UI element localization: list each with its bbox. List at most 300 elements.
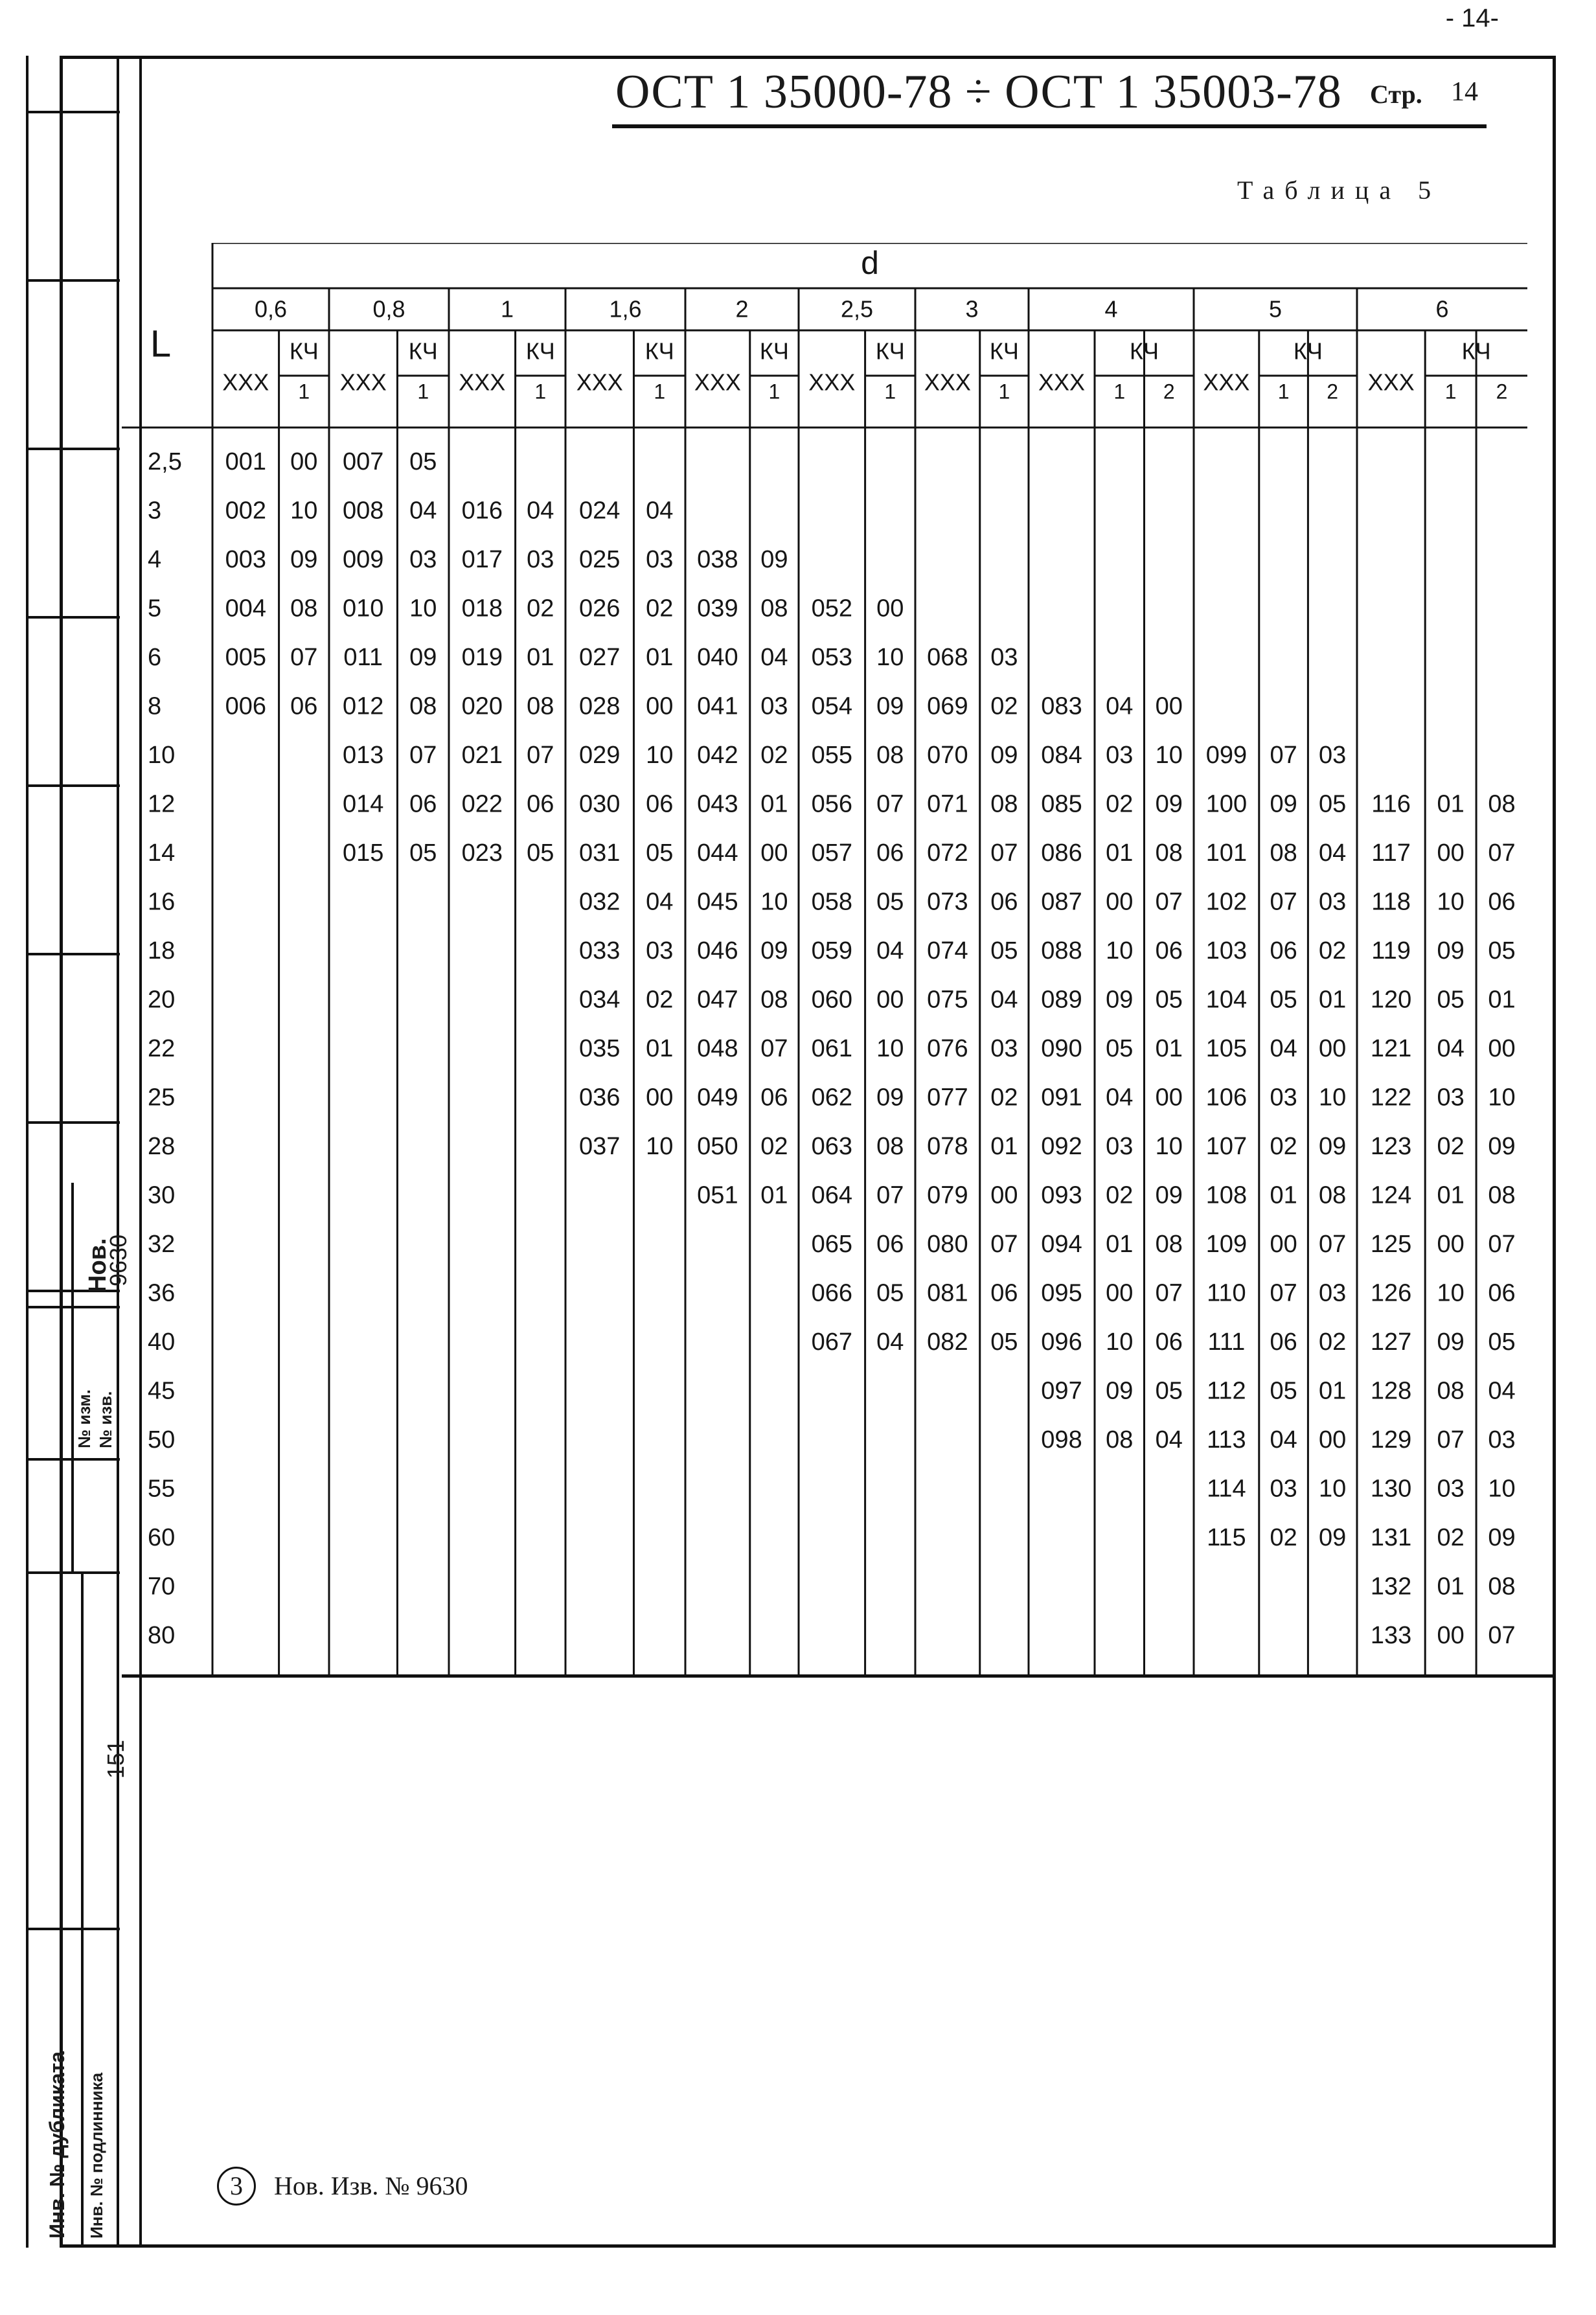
table-cell: 01 — [1437, 1573, 1465, 1601]
table-cell: 01 — [1319, 1377, 1347, 1405]
table-cell: 067 — [811, 1329, 853, 1356]
revision-circle: 3 — [217, 2167, 256, 2206]
table-cell: 05 — [1488, 937, 1516, 965]
table-cell: 129 — [1370, 1426, 1412, 1454]
table-cell: 089 — [1041, 986, 1082, 1014]
table-cell: 04 — [876, 1329, 904, 1356]
table-cell: 01 — [760, 790, 788, 818]
stamp-inv-podl-label: Инв. № подлинника — [87, 2072, 106, 2239]
table-cell: 01 — [1270, 1181, 1297, 1209]
table-cell: 07 — [1437, 1426, 1465, 1454]
diameter-header: 2,5 — [840, 295, 874, 323]
row-l-value: 25 — [148, 1084, 176, 1112]
table-cell: 008 — [343, 497, 384, 525]
table-cell: 03 — [760, 692, 788, 720]
table-cell: 05 — [876, 888, 904, 916]
xxx-header: ХХХ — [808, 369, 856, 396]
table-cell: 101 — [1205, 839, 1248, 867]
table-cell: 07 — [1270, 888, 1297, 916]
table-cell: 016 — [461, 497, 503, 525]
table-cell: 00 — [290, 448, 318, 476]
stamp-izm-label: № изм. — [74, 1389, 94, 1448]
table-cell: 00 — [876, 986, 904, 1014]
table-cell: 09 — [1488, 1524, 1516, 1552]
table-cell: 020 — [461, 692, 503, 720]
table-cell: 078 — [927, 1133, 968, 1161]
table-cell: 059 — [811, 937, 853, 965]
table-cell: 015 — [343, 839, 384, 867]
table-cell: 03 — [1270, 1475, 1297, 1503]
xxx-header: ХХХ — [222, 369, 269, 396]
sheet-label: Стр. — [1370, 80, 1422, 109]
diameter-header: 4 — [1104, 295, 1118, 323]
table-cell: 00 — [1319, 1035, 1347, 1063]
table-cell: 079 — [927, 1181, 968, 1209]
table-cell: 02 — [990, 692, 1018, 720]
table-cell: 080 — [927, 1231, 968, 1259]
title-underline — [612, 124, 1487, 128]
table-cell: 021 — [461, 742, 503, 770]
stamp-nov-value: 9630 — [105, 1234, 131, 1286]
table-cell: 026 — [579, 595, 621, 622]
table-cell: 04 — [409, 497, 437, 525]
table-cell: 08 — [290, 595, 318, 622]
table-cell: 088 — [1041, 937, 1082, 965]
table-cell: 05 — [990, 937, 1018, 965]
table-cell: 08 — [409, 692, 437, 720]
table-cell: 06 — [527, 790, 554, 818]
table-cell: 01 — [646, 1035, 674, 1063]
table-cell: 05 — [527, 839, 554, 867]
table-cell: 032 — [579, 888, 621, 916]
table-cell: 087 — [1041, 888, 1082, 916]
table-cell: 08 — [1437, 1377, 1465, 1405]
table-cell: 07 — [1488, 1622, 1516, 1650]
table-cell: 01 — [1319, 986, 1347, 1014]
table-cell: 04 — [1488, 1377, 1516, 1405]
row-l-value: 28 — [148, 1133, 176, 1161]
table-cell: 08 — [1155, 839, 1183, 867]
table-cell: 06 — [876, 1231, 904, 1259]
table-cell: 062 — [811, 1084, 853, 1112]
table-cell: 05 — [1437, 986, 1465, 1014]
kch-header: КЧ — [875, 337, 905, 365]
stamp-inv-dubl-label: Инв. № дубликата — [45, 2051, 69, 2239]
row-l-value: 45 — [148, 1377, 176, 1405]
stamp-inv-value: 151 — [102, 1739, 129, 1779]
row-l-value: 4 — [148, 546, 162, 574]
table-cell: 085 — [1041, 790, 1082, 818]
table-cell: 07 — [1155, 888, 1183, 916]
diameter-header: 1 — [500, 295, 514, 323]
table-cell: 066 — [811, 1279, 853, 1307]
table-cell: 068 — [927, 644, 968, 672]
row-l-value: 60 — [148, 1524, 176, 1552]
table-cell: 118 — [1371, 888, 1411, 916]
table-cell: 10 — [1488, 1475, 1516, 1503]
table-cell: 046 — [697, 937, 738, 965]
row-l-value: 5 — [148, 595, 162, 622]
table-cell: 071 — [927, 790, 968, 818]
stamp-izv-label: № изв. — [96, 1391, 115, 1448]
table-cell: 00 — [1437, 1622, 1465, 1650]
table-cell: 04 — [1270, 1426, 1297, 1454]
table-cell: 06 — [1155, 937, 1183, 965]
table-cell: 07 — [290, 644, 318, 672]
table-cell: 086 — [1041, 839, 1082, 867]
table-cell: 111 — [1207, 1329, 1246, 1356]
table-cell: 073 — [927, 888, 968, 916]
xxx-header: ХХХ — [1038, 369, 1086, 396]
table-cell: 03 — [1106, 742, 1134, 770]
table-cell: 02 — [527, 595, 554, 622]
table-cell: 130 — [1370, 1475, 1412, 1503]
table-cell: 06 — [290, 692, 318, 720]
table-cell: 058 — [811, 888, 853, 916]
footnote-text: Нов. Изв. № 9630 — [274, 2171, 468, 2200]
table-cell: 065 — [811, 1231, 853, 1259]
table-cell: 107 — [1205, 1133, 1248, 1161]
kch-header: КЧ — [525, 337, 555, 365]
table-cell: 01 — [990, 1133, 1018, 1161]
table-cell: 00 — [1155, 692, 1183, 720]
table-cell: 030 — [579, 790, 621, 818]
table-cell: 036 — [579, 1084, 621, 1112]
table-cell: 128 — [1370, 1377, 1412, 1405]
table-cell: 06 — [409, 790, 437, 818]
table-cell: 048 — [697, 1035, 738, 1063]
row-l-value: 22 — [148, 1035, 176, 1063]
table-cell: 08 — [760, 986, 788, 1014]
table-cell: 025 — [579, 546, 621, 574]
table-cell: 00 — [1437, 839, 1465, 867]
table-cell: 047 — [697, 986, 738, 1014]
table-cell: 099 — [1205, 742, 1248, 770]
table-cell: 10 — [876, 1035, 904, 1063]
table-cell: 08 — [1106, 1426, 1134, 1454]
table-cell: 063 — [811, 1133, 853, 1161]
table-cell: 07 — [1155, 1279, 1183, 1307]
table-cell: 06 — [1155, 1329, 1183, 1356]
kch-sub-header: 1 — [1444, 380, 1457, 404]
table-cell: 02 — [990, 1084, 1018, 1112]
kch-header: КЧ — [1130, 337, 1159, 365]
table-cell: 001 — [225, 448, 267, 476]
table-cell: 00 — [646, 1084, 674, 1112]
table-cell: 01 — [527, 644, 554, 672]
table-cell: 033 — [579, 937, 621, 965]
table-cell: 10 — [876, 644, 904, 672]
table-cell: 002 — [225, 497, 267, 525]
table-cell: 03 — [1437, 1084, 1465, 1112]
sheet-number: 14 — [1451, 77, 1478, 107]
table-cell: 123 — [1370, 1133, 1412, 1161]
table-cell: 09 — [1155, 790, 1183, 818]
table-cell: 06 — [990, 1279, 1018, 1307]
diameter-header: 0,8 — [372, 295, 405, 323]
kch-sub-header: 1 — [417, 380, 429, 404]
table-cell: 05 — [1106, 1035, 1134, 1063]
table-cell: 120 — [1370, 986, 1412, 1014]
table-cell: 00 — [990, 1181, 1018, 1209]
table-cell: 04 — [1270, 1035, 1297, 1063]
table-cell: 131 — [1370, 1524, 1412, 1552]
table-cell: 125 — [1370, 1231, 1412, 1259]
table-cell: 07 — [760, 1035, 788, 1063]
table-cell: 103 — [1205, 937, 1248, 965]
table-cell: 02 — [1106, 790, 1134, 818]
row-l-value: 32 — [148, 1231, 176, 1259]
table-cell: 10 — [1106, 937, 1134, 965]
table-cell: 05 — [990, 1329, 1018, 1356]
row-l-value: 70 — [148, 1573, 176, 1601]
table-cell: 09 — [1106, 986, 1134, 1014]
xxx-header: ХХХ — [339, 369, 387, 396]
table-cell: 02 — [1319, 937, 1347, 965]
table-cell: 056 — [811, 790, 853, 818]
kch-sub-header: 1 — [884, 380, 896, 404]
table-cell: 01 — [1106, 1231, 1134, 1259]
table-cell: 01 — [1155, 1035, 1183, 1063]
table-cell: 009 — [343, 546, 384, 574]
table-cell: 07 — [876, 1181, 904, 1209]
table-cell: 117 — [1371, 839, 1411, 867]
kch-sub-header: 2 — [1327, 380, 1339, 404]
row-l-value: 36 — [148, 1279, 176, 1307]
kch-sub-header: 2 — [1496, 380, 1508, 404]
table-cell: 122 — [1370, 1084, 1412, 1112]
kch-sub-header: 1 — [998, 380, 1010, 404]
table-cell: 112 — [1207, 1377, 1246, 1405]
table-cell: 10 — [1437, 1279, 1465, 1307]
kch-header: КЧ — [1293, 337, 1323, 365]
table-cell: 04 — [760, 644, 788, 672]
table-cell: 010 — [343, 595, 384, 622]
table-cell: 02 — [1319, 1329, 1347, 1356]
table-cell: 06 — [876, 839, 904, 867]
table-cell: 04 — [876, 937, 904, 965]
table-cell: 03 — [1437, 1475, 1465, 1503]
table-cell: 054 — [811, 692, 853, 720]
kch-header: КЧ — [408, 337, 438, 365]
row-l-value: 50 — [148, 1426, 176, 1454]
stamp-nov-label: Нов. — [84, 1238, 111, 1293]
row-l-value: 20 — [148, 986, 176, 1014]
table-cell: 08 — [1319, 1181, 1347, 1209]
table-cell: 08 — [1488, 1573, 1516, 1601]
table-cell: 096 — [1041, 1329, 1082, 1356]
table-cell: 083 — [1041, 692, 1082, 720]
table-cell: 094 — [1041, 1231, 1082, 1259]
diameter-header: 2 — [735, 295, 749, 323]
table-cell: 08 — [876, 742, 904, 770]
table-cell: 07 — [1488, 839, 1516, 867]
diameter-header: 6 — [1435, 295, 1449, 323]
kch-sub-header: 1 — [768, 380, 781, 404]
table-cell: 018 — [461, 595, 503, 622]
table-cell: 041 — [697, 692, 738, 720]
table-cell: 10 — [1155, 1133, 1183, 1161]
table-cell: 09 — [876, 692, 904, 720]
table-cell: 003 — [225, 546, 267, 574]
table-cell: 02 — [760, 742, 788, 770]
xxx-header: ХХХ — [1203, 369, 1250, 396]
table-cell: 01 — [1437, 790, 1465, 818]
table-cell: 10 — [1319, 1475, 1347, 1503]
table-cell: 011 — [343, 644, 383, 672]
table-cell: 09 — [409, 644, 437, 672]
table-cell: 037 — [579, 1133, 621, 1161]
table-cell: 050 — [697, 1133, 738, 1161]
table-cell: 05 — [1488, 1329, 1516, 1356]
table-cell: 03 — [409, 546, 437, 574]
table-cell: 10 — [1319, 1084, 1347, 1112]
row-l-value: 16 — [148, 888, 176, 916]
table-cell: 06 — [1488, 888, 1516, 916]
table-cell: 052 — [811, 595, 853, 622]
table-cell: 00 — [1319, 1426, 1347, 1454]
table-cell: 03 — [990, 644, 1018, 672]
table-cell: 03 — [1319, 1279, 1347, 1307]
table-cell: 03 — [1319, 888, 1347, 916]
table-cell: 049 — [697, 1084, 738, 1112]
table-cell: 07 — [990, 1231, 1018, 1259]
row-l-value: 10 — [148, 742, 176, 770]
table-cell: 034 — [579, 986, 621, 1014]
table-cell: 05 — [876, 1279, 904, 1307]
table-cell: 006 — [225, 692, 267, 720]
table-cell: 09 — [290, 546, 318, 574]
table-cell: 075 — [927, 986, 968, 1014]
table-cell: 04 — [1319, 839, 1347, 867]
l-axis-label: L — [150, 323, 172, 365]
row-l-value: 18 — [148, 937, 176, 965]
table-cell: 057 — [811, 839, 853, 867]
table-cell: 01 — [1437, 1181, 1465, 1209]
table-cell: 04 — [1106, 1084, 1134, 1112]
table-cell: 07 — [527, 742, 554, 770]
table-cell: 017 — [461, 546, 503, 574]
table-cell: 05 — [1155, 1377, 1183, 1405]
table-cell: 043 — [697, 790, 738, 818]
table-cell: 06 — [1270, 937, 1297, 965]
table-cell: 109 — [1205, 1231, 1248, 1259]
table-cell: 04 — [1437, 1035, 1465, 1063]
kch-sub-header: 1 — [534, 380, 547, 404]
row-l-value: 8 — [148, 692, 162, 720]
table-cell: 044 — [697, 839, 738, 867]
table-cell: 051 — [697, 1181, 738, 1209]
table-cell: 02 — [1270, 1133, 1297, 1161]
table-cell: 01 — [760, 1181, 788, 1209]
table-cell: 06 — [646, 790, 674, 818]
table-cell: 116 — [1371, 790, 1411, 818]
table-cell: 027 — [579, 644, 621, 672]
table-cell: 08 — [527, 692, 554, 720]
table-cell: 09 — [1437, 1329, 1465, 1356]
table-cell: 121 — [1370, 1035, 1412, 1063]
table-cell: 03 — [1488, 1426, 1516, 1454]
table-cell: 09 — [1155, 1181, 1183, 1209]
table-cell: 10 — [760, 888, 788, 916]
table-cell: 04 — [527, 497, 554, 525]
table-cell: 119 — [1371, 937, 1411, 965]
table-cell: 007 — [343, 448, 384, 476]
table-cell: 019 — [461, 644, 503, 672]
row-l-value: 30 — [148, 1181, 176, 1209]
kch-header: КЧ — [289, 337, 319, 365]
table-cell: 05 — [1319, 790, 1347, 818]
row-l-value: 55 — [148, 1475, 176, 1503]
table-cell: 03 — [1319, 742, 1347, 770]
table-cell: 02 — [760, 1133, 788, 1161]
kch-header: КЧ — [759, 337, 789, 365]
table-cell: 03 — [646, 937, 674, 965]
table-cell: 10 — [646, 1133, 674, 1161]
table-cell: 113 — [1207, 1426, 1246, 1454]
table-cell: 07 — [1319, 1231, 1347, 1259]
table-cell: 084 — [1041, 742, 1082, 770]
table-cell: 03 — [1270, 1084, 1297, 1112]
table-cell: 038 — [697, 546, 738, 574]
table-cell: 05 — [409, 839, 437, 867]
d-axis-label: d — [861, 245, 879, 282]
row-l-value: 40 — [148, 1329, 176, 1356]
table-cell: 05 — [1270, 986, 1297, 1014]
table-cell: 061 — [811, 1035, 853, 1063]
table-cell: 07 — [409, 742, 437, 770]
table-cell: 100 — [1205, 790, 1248, 818]
table-cell: 00 — [760, 839, 788, 867]
table-cell: 06 — [760, 1084, 788, 1112]
kch-header: КЧ — [1461, 337, 1491, 365]
table-cell: 00 — [1106, 1279, 1134, 1307]
table-cell: 093 — [1041, 1181, 1082, 1209]
table-cell: 104 — [1205, 986, 1248, 1014]
table-cell: 04 — [990, 986, 1018, 1014]
table-bottom-rule — [122, 1674, 1553, 1678]
table-cell: 127 — [1370, 1329, 1412, 1356]
table-cell: 045 — [697, 888, 738, 916]
table-cell: 070 — [927, 742, 968, 770]
diameter-header: 3 — [965, 295, 979, 323]
table-cell: 108 — [1205, 1181, 1248, 1209]
table-cell: 064 — [811, 1181, 853, 1209]
kch-header: КЧ — [644, 337, 674, 365]
table-cell: 08 — [760, 595, 788, 622]
table-cell: 03 — [527, 546, 554, 574]
table-cell: 114 — [1207, 1475, 1246, 1503]
row-l-value: 12 — [148, 790, 176, 818]
table-cell: 072 — [927, 839, 968, 867]
table-cell: 10 — [409, 595, 437, 622]
table-cell: 09 — [1319, 1524, 1347, 1552]
table-cell: 08 — [1270, 839, 1297, 867]
table-cell: 08 — [1155, 1231, 1183, 1259]
table-cell: 01 — [646, 644, 674, 672]
table-cell: 10 — [1488, 1084, 1516, 1112]
table-cell: 02 — [1106, 1181, 1134, 1209]
table-cell: 042 — [697, 742, 738, 770]
table-cell: 00 — [1106, 888, 1134, 916]
table-cell: 00 — [646, 692, 674, 720]
table-cell: 08 — [1488, 1181, 1516, 1209]
table-cell: 014 — [343, 790, 384, 818]
table-cell: 053 — [811, 644, 853, 672]
table-cell: 115 — [1207, 1524, 1246, 1552]
table-cell: 08 — [990, 790, 1018, 818]
table-cell: 029 — [579, 742, 621, 770]
